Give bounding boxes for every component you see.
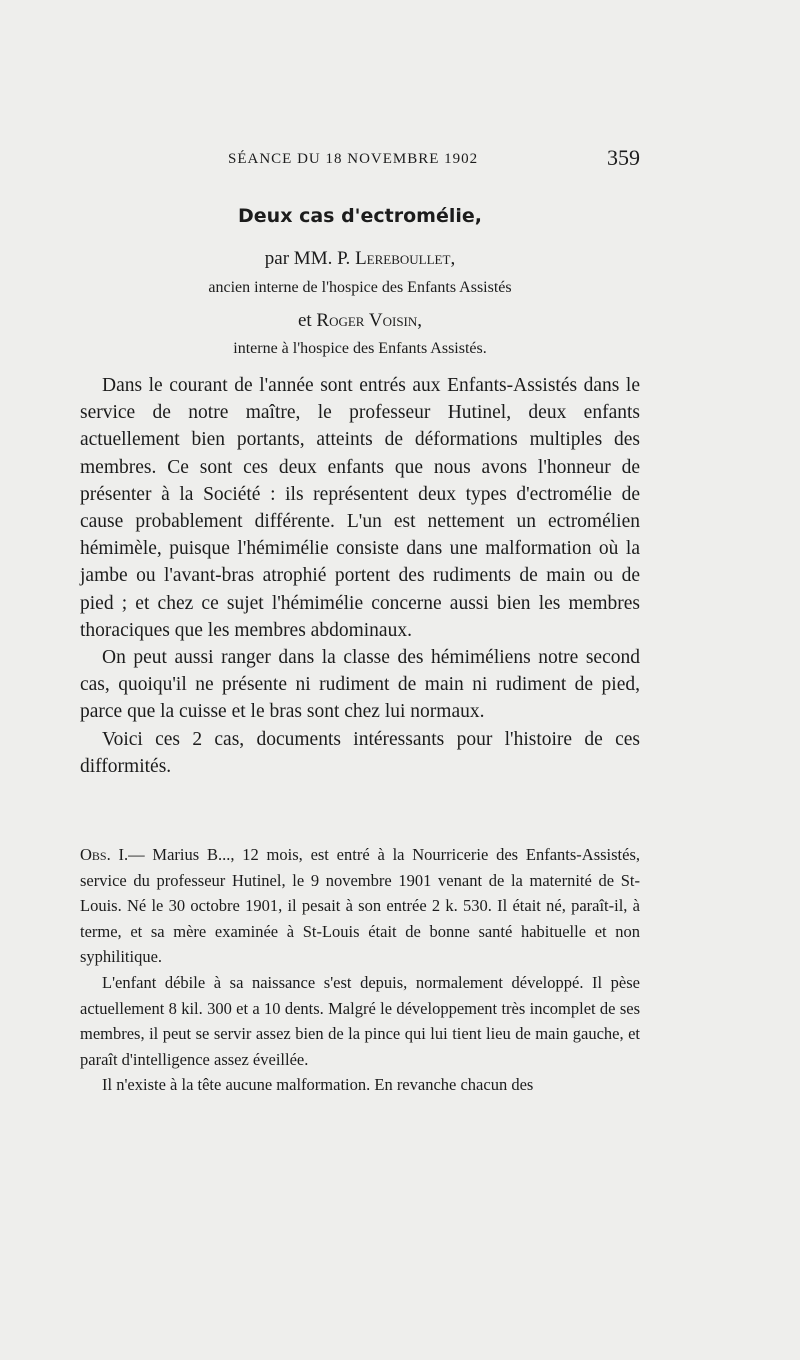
author-1-name: Lereboullet bbox=[355, 248, 451, 269]
author-2-name: Roger Voisin bbox=[316, 310, 418, 331]
byline bbox=[80, 248, 640, 270]
observation-section bbox=[80, 842, 640, 1098]
observation-paragraph-3: Il n'existe à la tête aucune malformation. En revanche chacun des bbox=[102, 1075, 534, 1095]
author-2-role: interne à l'hospice des Enfants Assistés. bbox=[233, 340, 487, 357]
observation-label: Obs. I. bbox=[80, 845, 129, 864]
running-head bbox=[80, 147, 640, 171]
page-number: 359 bbox=[607, 145, 640, 170]
running-head-title: SÉANCE DU 18 NOVEMBRE 1902 bbox=[228, 151, 479, 167]
author-1-role: ancien interne de l'hospice des Enfants Assistés bbox=[208, 279, 512, 296]
observation-text-1: — Marius B..., 12 mois, est entré à la Nourricerie des Enfants-Assistés, service du professeur Hutinel, le 9 novembre 1901 venant de la maternité de St-Louis. Né le 30 octobre 1901, il pesait à son entrée 2 k. 530. Il était né, paraît-il, à terme, et sa mère examinée à St-Louis était de bonne santé habituelle et non syphilitique. bbox=[80, 845, 640, 967]
byline-suffix: , bbox=[450, 248, 456, 269]
article-title: Deux cas d'ectromélie, bbox=[238, 205, 482, 227]
body-text bbox=[80, 372, 640, 780]
byline-second-author bbox=[80, 310, 640, 332]
body-paragraph-2: On peut aussi ranger dans la classe des hémiméliens notre second cas, quoiqu'il ne présente ni rudiment de main ni rudiment de pied, parce que la cuisse et le bras sont chez lui normaux. bbox=[80, 647, 640, 723]
observation-paragraph-1 bbox=[80, 842, 640, 970]
body-paragraph-3: Voici ces 2 cas, documents intéressants pour l'histoire de ces difformités. bbox=[80, 728, 640, 777]
byline-connector: et bbox=[297, 310, 317, 331]
observation-paragraph-2: L'enfant débile à sa naissance s'est depuis, normalement développé. Il pèse actuellement 8 kil. 300 et a 10 dents. Malgré le développement très incomplet de ses membres, il peut se servir assez bien de la pince qui lui tient lieu de main gauche, et paraît d'intelligence assez éveillée. bbox=[80, 972, 640, 1069]
body-paragraph-1: Dans le courant de l'année sont entrés aux Enfants-Assistés dans le service de notre maître, le professeur Hutinel, deux enfants actuellement bien portants, atteints de déformations multiples des membres. Ce sont ces deux enfants que nous avons l'honneur de présenter à la Société : ils représentent deux types d'ectromélie de cause probablement différente. L'un est nettement un ectromélien hémimèle, puisque l'hémimélie consiste dans une malformation où la jambe ou l'avant-bras atrophié portent des rudiments de main ou de pied ; et chez ce sujet l'hémimélie concerne aussi bien les membres thoraciques que les membres abdominaux. bbox=[80, 375, 640, 641]
author-2-suffix: , bbox=[417, 310, 423, 331]
byline-prefix: par MM. P. bbox=[264, 248, 356, 269]
